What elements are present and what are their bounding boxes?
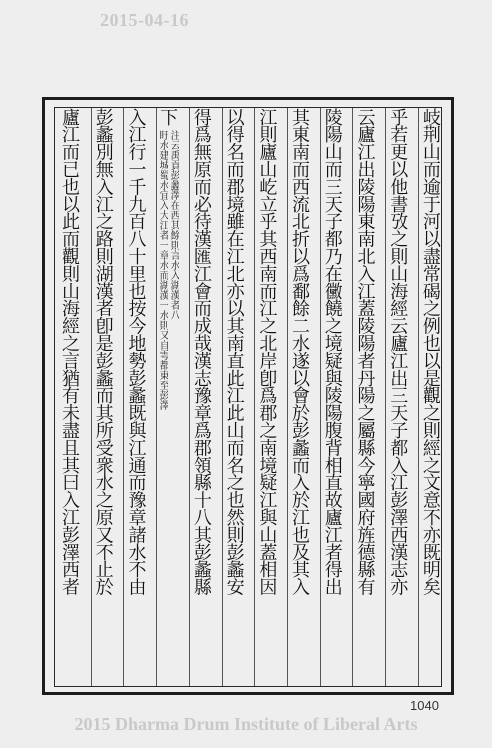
text-column [222, 108, 244, 686]
column-text: 廬江而已也以此而觀則山海經之言猶有未盡且其曰入江彭澤西者 [59, 108, 80, 596]
footer-watermark: 2015 Dharma Drum Institute of Liberal Arts [74, 714, 418, 734]
column-text: 云廬江出陵陽東南北入江蓋陵陽者丹陽之屬縣今寧國府旌德縣有 [354, 108, 376, 596]
text-column [189, 108, 211, 686]
column-text: 以得名而郡境雖在江北亦以其南直此江此山而名之也然則彭蠡安 [223, 108, 245, 596]
column-text: 陵陽山而三天子都乃在黴饒之境疑與陵陽腹背相直故廬江者得出 [321, 108, 343, 596]
text-column [287, 108, 309, 686]
text-column [91, 108, 113, 686]
annotated-column [156, 108, 178, 686]
text-column [385, 108, 407, 686]
column-text: 岐荆山而逾于河以盡常碣之例也以是觀之則經之文意不亦既明矣 [419, 108, 441, 596]
column-text: 乎若更以他書攷之則山海經云廬江出三天子都入江彭澤西漢志亦 [387, 108, 409, 596]
column-lead-char: 下 [157, 108, 179, 126]
text-column [58, 108, 80, 686]
note-line: 注云禹貢彭蠡澤在西其餘則言水入湖漢者八 [168, 130, 180, 320]
text-column [123, 108, 145, 686]
date-watermark: 2015-04-16 [100, 10, 189, 30]
text-column [254, 108, 276, 686]
column-text: 彭蠡別無入江之路則湖漢者卽是彭蠡而其所受衆水之原又不止於 [92, 108, 114, 596]
interlinear-notes [157, 130, 179, 686]
text-column [352, 108, 374, 686]
column-text: 入江行一千九百八十里也按今地勢彭蠡既與江通而豫章諸水不由 [125, 108, 147, 596]
page-number: 1040 [410, 698, 439, 713]
column-text: 得爲無原而必待漢匯江會而成哉漢志豫章爲郡領縣十八其彭蠡縣 [190, 108, 212, 596]
text-column [418, 108, 440, 686]
note-line: 盱水建城蜀水宜入大江者一章水而湖漢一水則又自雩都東至彭澤 [157, 130, 169, 410]
text-block [58, 108, 440, 686]
column-text: 江則廬山屹立乎其西南而江之北岸卽爲郡之南境疑江與山蓋相因 [256, 108, 278, 596]
column-text: 其東南而西流北折以爲鄱餘二水遂以會於彭蠡而入於江也及其入 [289, 108, 311, 596]
text-column [320, 108, 342, 686]
